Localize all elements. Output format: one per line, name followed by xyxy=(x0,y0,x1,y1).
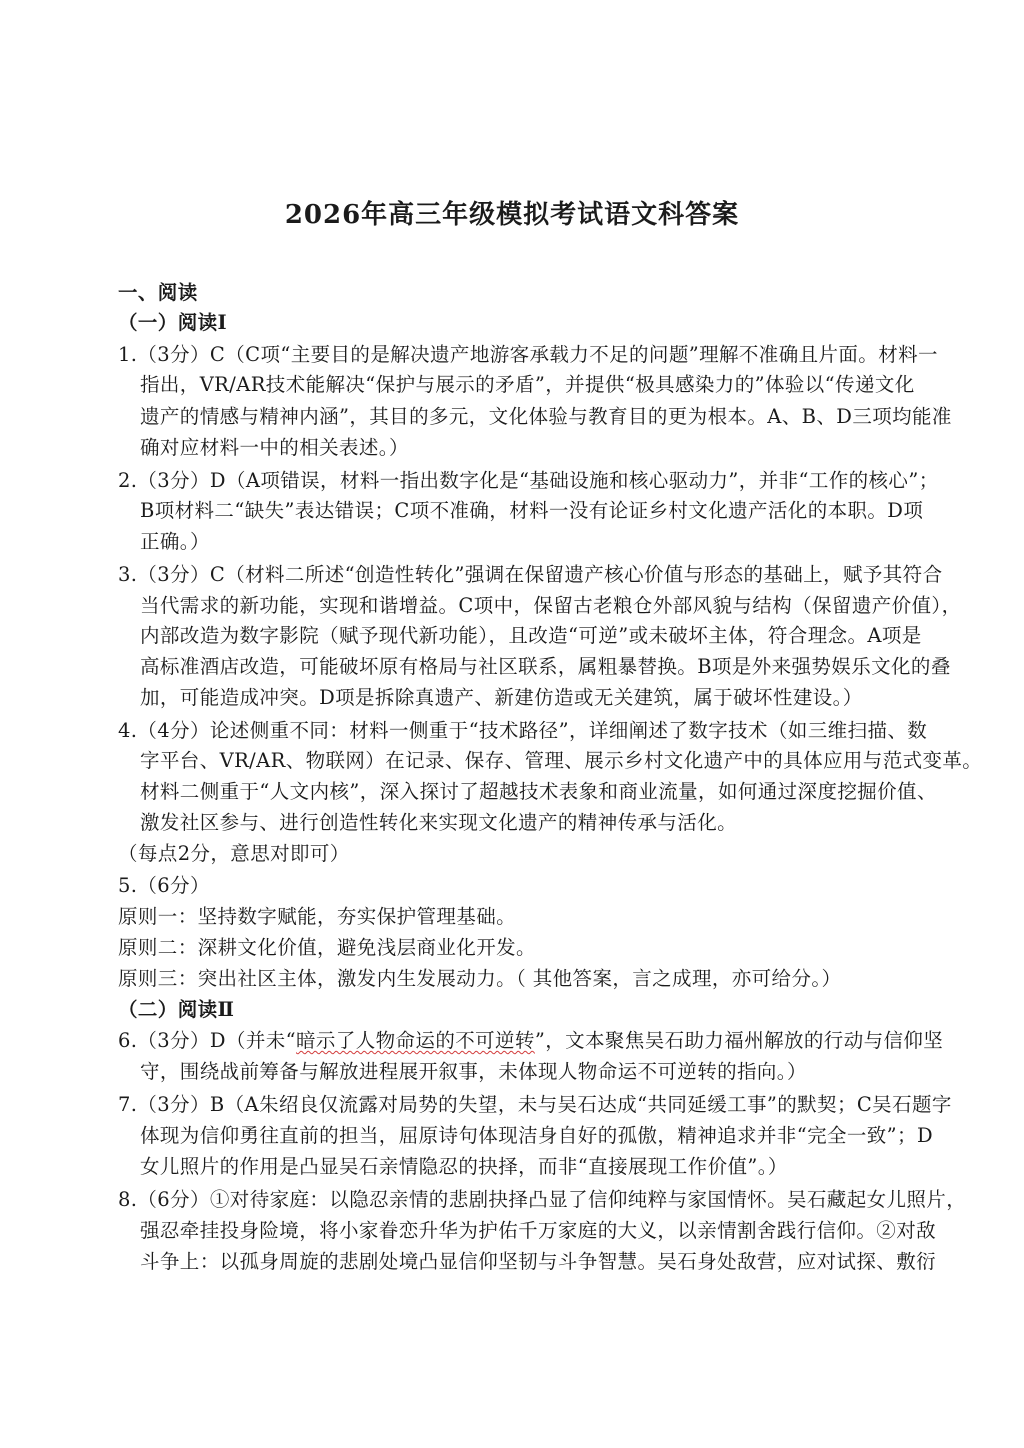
q3-line: 加，可能造成冲突。D项是拆除真遗产、新建仿造或无关建筑，属于破坏性建设。） xyxy=(140,686,863,709)
q2-line: B项材料二“缺失”表达错误；C项不准确，材料一没有论证乡村文化遗产活化的本职。D项 xyxy=(140,499,924,522)
q5-principle: 原则三：突出社区主体，激发内生发展动力。（ 其他答案，言之成理，亦可给分。） xyxy=(118,967,842,990)
q7-line: 体现为信仰勇往直前的担当，屈原诗句体现洁身自好的孤傲，精神追求并非“完全一致”；D xyxy=(140,1124,933,1147)
q6-text-pre: 6.（3分）D（并未“ xyxy=(118,1029,297,1052)
q4-scoring-note: （每点2分，意思对即可） xyxy=(118,842,350,865)
q1-line: 遗产的情感与精神内涵”，其目的多元，文化体验与教育目的更为根本。A、B、D三项均能准 xyxy=(140,405,952,428)
q3-line: 当代需求的新功能，实现和谐增益。C项中，保留古老粮仓外部风貌与结构（保留遗产价值）， xyxy=(140,594,962,617)
q2-line: 2.（3分）D（A项错误，材料一指出数字化是“基础设施和核心驱动力”，并非“工作的核心”； xyxy=(118,469,939,492)
document-title: 2026年高三年级模拟考试语文科答案 xyxy=(284,200,740,230)
q4-line: 激发社区参与、进行创造性转化来实现文化遗产的精神传承与活化。 xyxy=(140,811,738,834)
subsection-heading-2: （二）阅读Ⅱ xyxy=(118,998,235,1021)
q8-line: 斗争上：以孤身周旋的悲剧处境凸显信仰坚韧与斗争智慧。吴石身处敌营，应对试探、敷衍 xyxy=(140,1250,937,1273)
q5-heading: 5.（6分） xyxy=(118,874,210,897)
q2-line: 正确。） xyxy=(140,530,210,553)
q7-line: 7.（3分）B（A朱绍良仅流露对局势的失望，未与吴石达成“共同延缓工事”的默契；C吴石题字 xyxy=(118,1093,952,1116)
q3-line: 3.（3分）C（材料二所述“创造性转化”强调在保留遗产核心价值与形态的基础上，赋予其符合 xyxy=(118,563,943,586)
q5-principle: 原则二：深耕文化价值，避免浅层商业化开发。 xyxy=(118,936,536,959)
q4-line: 材料二侧重于“人文内核”，深入探讨了超越技术表象和商业流量，如何通过深度挖掘价值、 xyxy=(140,780,937,803)
q1-line: 指出，VR/AR技术能解决“保护与展示的矛盾”，并提供“极具感染力的”体验以“传递文化 xyxy=(140,373,915,396)
q1-line: 确对应材料一中的相关表述。） xyxy=(140,436,409,459)
section-heading: 一、阅读 xyxy=(118,281,198,304)
subsection-heading-1: （一）阅读Ⅰ xyxy=(118,311,228,334)
q6-line xyxy=(118,1027,943,1057)
q6-marked-phrase: 暗示了人物命运的不可逆转 xyxy=(296,1029,535,1052)
q3-line: 高标准酒店改造，可能破坏原有格局与社区联系，属粗暴替换。B项是外来强势娱乐文化的叠 xyxy=(140,655,951,678)
q5-principle: 原则一：坚持数字赋能，夯实保护管理基础。 xyxy=(118,905,517,928)
q8-line: 8.（6分）①对待家庭：以隐忍亲情的悲剧抉择凸显了信仰纯粹与家国情怀。吴石藏起女儿照片， xyxy=(118,1188,967,1211)
q4-line: 4.（4分）论述侧重不同：材料一侧重于“技术路径”，详细阐述了数字技术（如三维扫描、数 xyxy=(118,719,928,742)
q8-line: 强忍牵挂投身险境，将小家眷恋升华为护佑千万家庭的大义，以亲情割舍践行信仰。②对敌 xyxy=(140,1219,937,1242)
q6-line: 守，围绕战前筹备与解放进程展开叙事，未体现人物命运不可逆转的指向。） xyxy=(140,1060,807,1083)
q4-line: 字平台、VR/AR、物联网）在记录、保存、管理、展示乡村文化遗产中的具体应用与范式变革。 xyxy=(140,749,983,772)
q3-line: 内部改造为数字影院（赋予现代新功能），且改造“可逆”或未破坏主体，符合理念。A项是 xyxy=(140,624,922,647)
q1-line: 1.（3分）C（C项“主要目的是解决遗产地游客承载力不足的问题”理解不准确且片面。材料一 xyxy=(118,343,938,366)
q7-line: 女儿照片的作用是凸显吴石亲情隐忍的抉择，而非“直接展现工作价值”。） xyxy=(140,1155,788,1178)
q6-text-post: ”，文本聚焦吴石助力福州解放的行动与信仰坚 xyxy=(534,1029,944,1052)
